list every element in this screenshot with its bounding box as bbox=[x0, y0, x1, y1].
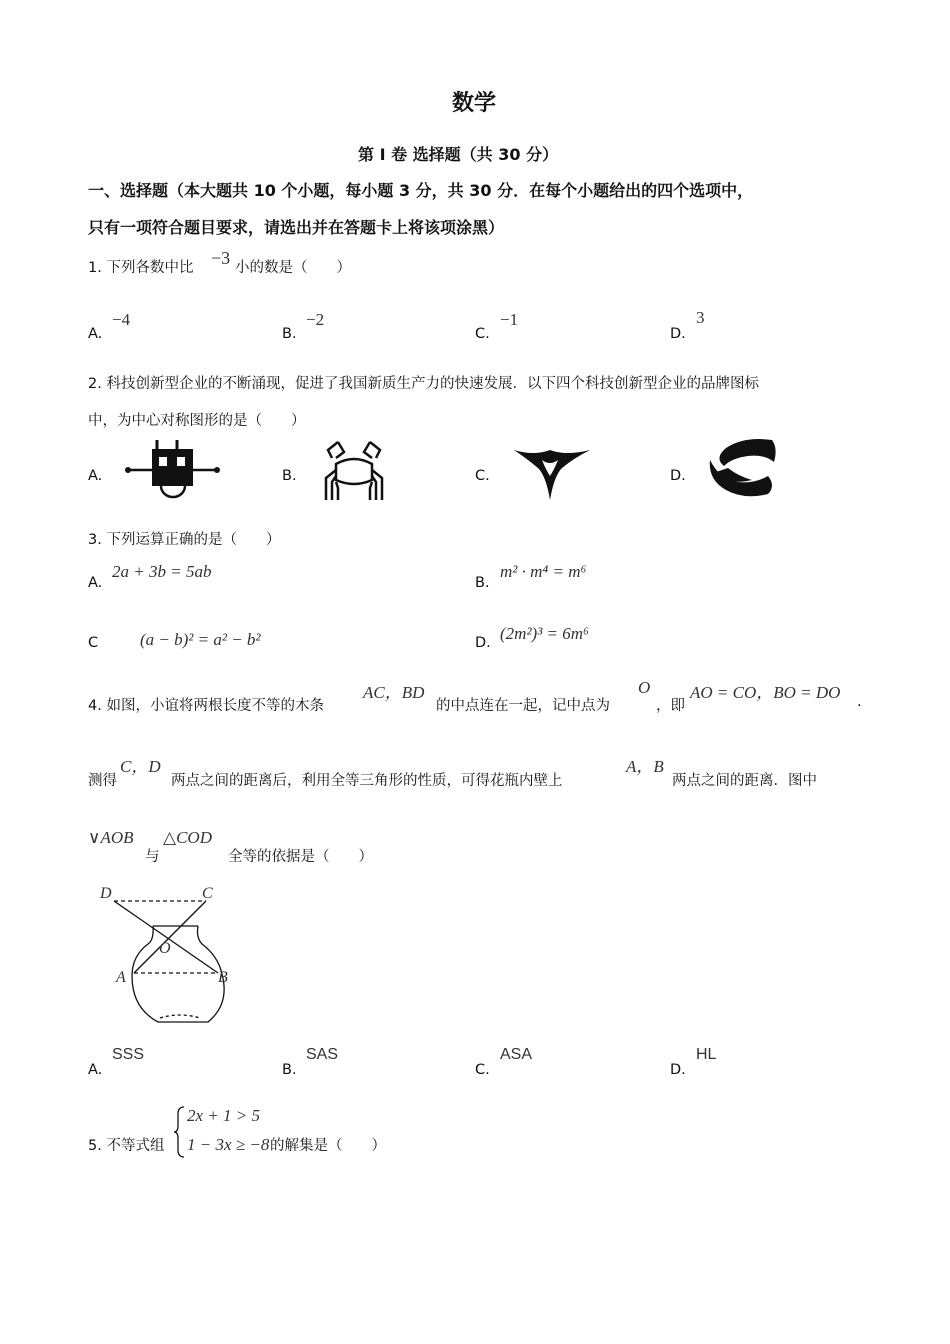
q5-stem-post: 的解集是（ ） bbox=[270, 1138, 386, 1154]
q3-option-a-expr: 2a + 3b = 5ab bbox=[112, 562, 212, 581]
figure-label-o: O bbox=[159, 940, 171, 957]
q4-stem-part3: ，即 bbox=[656, 698, 685, 714]
q3-option-c-expr: (a − b)² = a² − b² bbox=[140, 630, 261, 649]
q4-option-d-value: HL bbox=[696, 1046, 717, 1063]
q1-option-a-value: −4 bbox=[112, 310, 131, 329]
q4-stem-part1: 4. 如图，小谊将两根长度不等的木条 bbox=[88, 698, 324, 714]
q4-math-a-b: A，B bbox=[626, 757, 664, 776]
figure-label-b: B bbox=[218, 969, 228, 986]
segment-db bbox=[114, 901, 218, 973]
section-instruction-line2: 只有一项符合题目要求，请选出并在答题卡上将该项涂黑） bbox=[88, 218, 505, 237]
q3-option-b-label: B. bbox=[475, 575, 490, 591]
q4-option-a-label: A. bbox=[88, 1062, 103, 1078]
q3-option-d-expr: (2m²)³ = 6m⁶ bbox=[500, 624, 589, 643]
tri-curve-logo-icon bbox=[512, 446, 592, 502]
robot-logo-icon bbox=[125, 440, 220, 502]
q5-inequality-2: 1 − 3x ≥ −8 bbox=[187, 1135, 270, 1154]
vase-diagram bbox=[96, 880, 246, 1030]
q4-option-c-label: C. bbox=[475, 1062, 490, 1078]
crab-logo-icon bbox=[318, 440, 390, 502]
q3-option-b-expr: m² · m⁴ = m⁶ bbox=[500, 562, 587, 581]
q1-option-c-label: C. bbox=[475, 326, 490, 342]
q2-option-d-label: D. bbox=[670, 468, 686, 484]
q1-stem-post: 小的数是（ ） bbox=[235, 260, 351, 276]
q4-option-d-label: D. bbox=[670, 1062, 686, 1078]
q1-option-b-value: −2 bbox=[306, 310, 325, 329]
q2-option-b-label: B. bbox=[282, 468, 297, 484]
q4-math-equalities: AO = CO，BO = DO bbox=[690, 683, 841, 702]
section-instruction-line1: 一、选择题（本大题共 10 个小题，每小题 3 分，共 30 分．在每个小题给出的四个选项中， bbox=[88, 181, 754, 200]
figure-label-a: A bbox=[116, 969, 126, 986]
figure-label-d: D bbox=[100, 885, 112, 902]
system-brace-icon bbox=[174, 1106, 186, 1158]
q3-option-c-label: C bbox=[88, 635, 99, 651]
segment-ca bbox=[134, 901, 206, 973]
q4-stem-part6: 两点之间的距离后，利用全等三角形的性质，可得花瓶内壁上 bbox=[171, 773, 563, 789]
q4-math-ac-bd: AC，BD bbox=[363, 683, 425, 702]
q1-option-d-value: 3 bbox=[696, 308, 705, 327]
q4-option-c-value: ASA bbox=[500, 1046, 533, 1063]
part-heading: 第 I 卷 选择题（共 30 分） bbox=[358, 145, 559, 164]
q4-option-a-value: SSS bbox=[112, 1046, 145, 1063]
q1-option-c-value: −1 bbox=[500, 310, 519, 329]
q4-stem-part7: 两点之间的距离．图中 bbox=[672, 773, 817, 789]
q1-stem-number: −3 bbox=[211, 248, 231, 268]
vase-outline bbox=[132, 926, 224, 1022]
figure-label-c: C bbox=[202, 885, 213, 902]
q5-stem-pre: 5. 不等式组 bbox=[88, 1138, 165, 1154]
q4-stem-part5: 测得 bbox=[88, 773, 117, 789]
q4-math-o: O bbox=[638, 678, 651, 697]
q2-stem-line1: 2. 科技创新型企业的不断涌现，促进了我国新质生产力的快速发展．以下四个科技创新型企业的品牌图标 bbox=[88, 376, 759, 392]
q4-option-b-label: B. bbox=[282, 1062, 297, 1078]
q2-stem-line2: 中，为中心对称图形的是（ ） bbox=[88, 413, 306, 429]
q4-stem-period: . bbox=[857, 694, 862, 710]
page-title: 数学 bbox=[452, 91, 497, 116]
q4-math-triangle-cod: △COD bbox=[163, 828, 212, 847]
q1-stem-pre: 1. 下列各数中比 bbox=[88, 260, 194, 276]
q2-option-c-label: C. bbox=[475, 468, 490, 484]
q1-option-b-label: B. bbox=[282, 326, 297, 342]
q4-stem-part9: 全等的依据是（ ） bbox=[228, 849, 373, 865]
q4-option-b-value: SAS bbox=[306, 1046, 339, 1063]
q2-option-a-label: A. bbox=[88, 468, 103, 484]
q4-stem-part8: 与 bbox=[145, 849, 160, 865]
s-swirl-logo-icon bbox=[708, 436, 778, 502]
q4-math-c-d: C，D bbox=[120, 757, 161, 776]
q4-math-angle-aob: ∨AOB bbox=[88, 828, 134, 847]
q3-stem: 3. 下列运算正确的是（ ） bbox=[88, 532, 281, 548]
q5-inequality-1: 2x + 1 > 5 bbox=[187, 1106, 260, 1125]
q1-option-d-label: D. bbox=[670, 326, 686, 342]
q3-option-d-label: D. bbox=[475, 635, 491, 651]
q3-option-a-label: A. bbox=[88, 575, 103, 591]
q4-stem-part2: 的中点连在一起，记中点为 bbox=[436, 698, 610, 714]
q1-option-a-label: A. bbox=[88, 326, 103, 342]
vase-base-inner bbox=[160, 1015, 200, 1018]
